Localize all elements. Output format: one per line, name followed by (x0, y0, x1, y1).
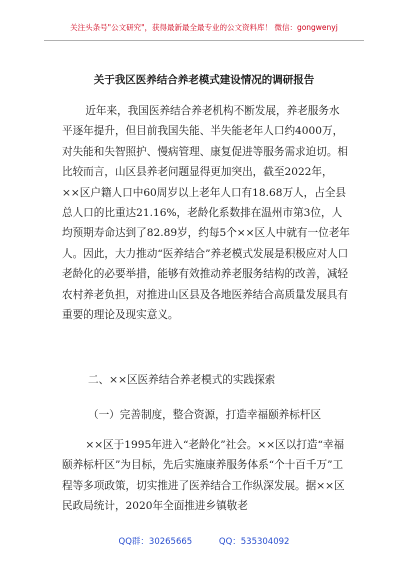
document-title: 关于我区医养结合养老模式建设情况的调研报告 (93, 74, 315, 86)
section-heading: 二、××区医养结合养老模式的实践探索 (88, 374, 276, 386)
footer-contacts (0, 535, 408, 547)
header-promo: 关注头条号"公文研究"，获得最新最全最专业的公文资料库！ 微信：gongwenyj (70, 23, 338, 32)
footer-qq-group: QQ群：30265665 (118, 537, 193, 547)
body-paragraph: ××区于1995年进入“老龄化”社会。××区以打造“幸福颐养标杆区”为目标，先后实施康养服务体系“个十百千万”工程等多项政策，切实推进了医养结合工作纵深发展。据××区民政局统计，2020年全面推进乡镇敬老 (62, 439, 345, 513)
header-divider (44, 40, 364, 41)
intro-paragraph: 近年来，我国医养结合养老机构不断发展，养老服务水平逐年提升，但目前我国失能、半失能老年人口约4000万，对失能和失智照护、慢病管理、康复促进等服务需求迫切。相比较而言，山区县养老问题显得更加突出，截至2022年，××区户籍人口中60周岁以上老年人口有18.68万人，占全县总人口的比重达21.16%，老龄化系数排在温州市第3位，人均预期寿命达到了82.89岁，约每5个××区人中就有一位老年人。因此，大力推动“医养结合”养老模式发展是积极应对人口老龄化的必要举措，能够有效推动养老服务结构的改善，减轻农村养老负担，对推进山区县及各地医养结合高质量发展具有重要的理论及现实意义。 (62, 105, 350, 322)
footer-qq: QQ：535304092 (218, 537, 290, 547)
subsection-heading: （一）完善制度，整合资源，打造幸福颐养标杆区 (88, 409, 322, 421)
